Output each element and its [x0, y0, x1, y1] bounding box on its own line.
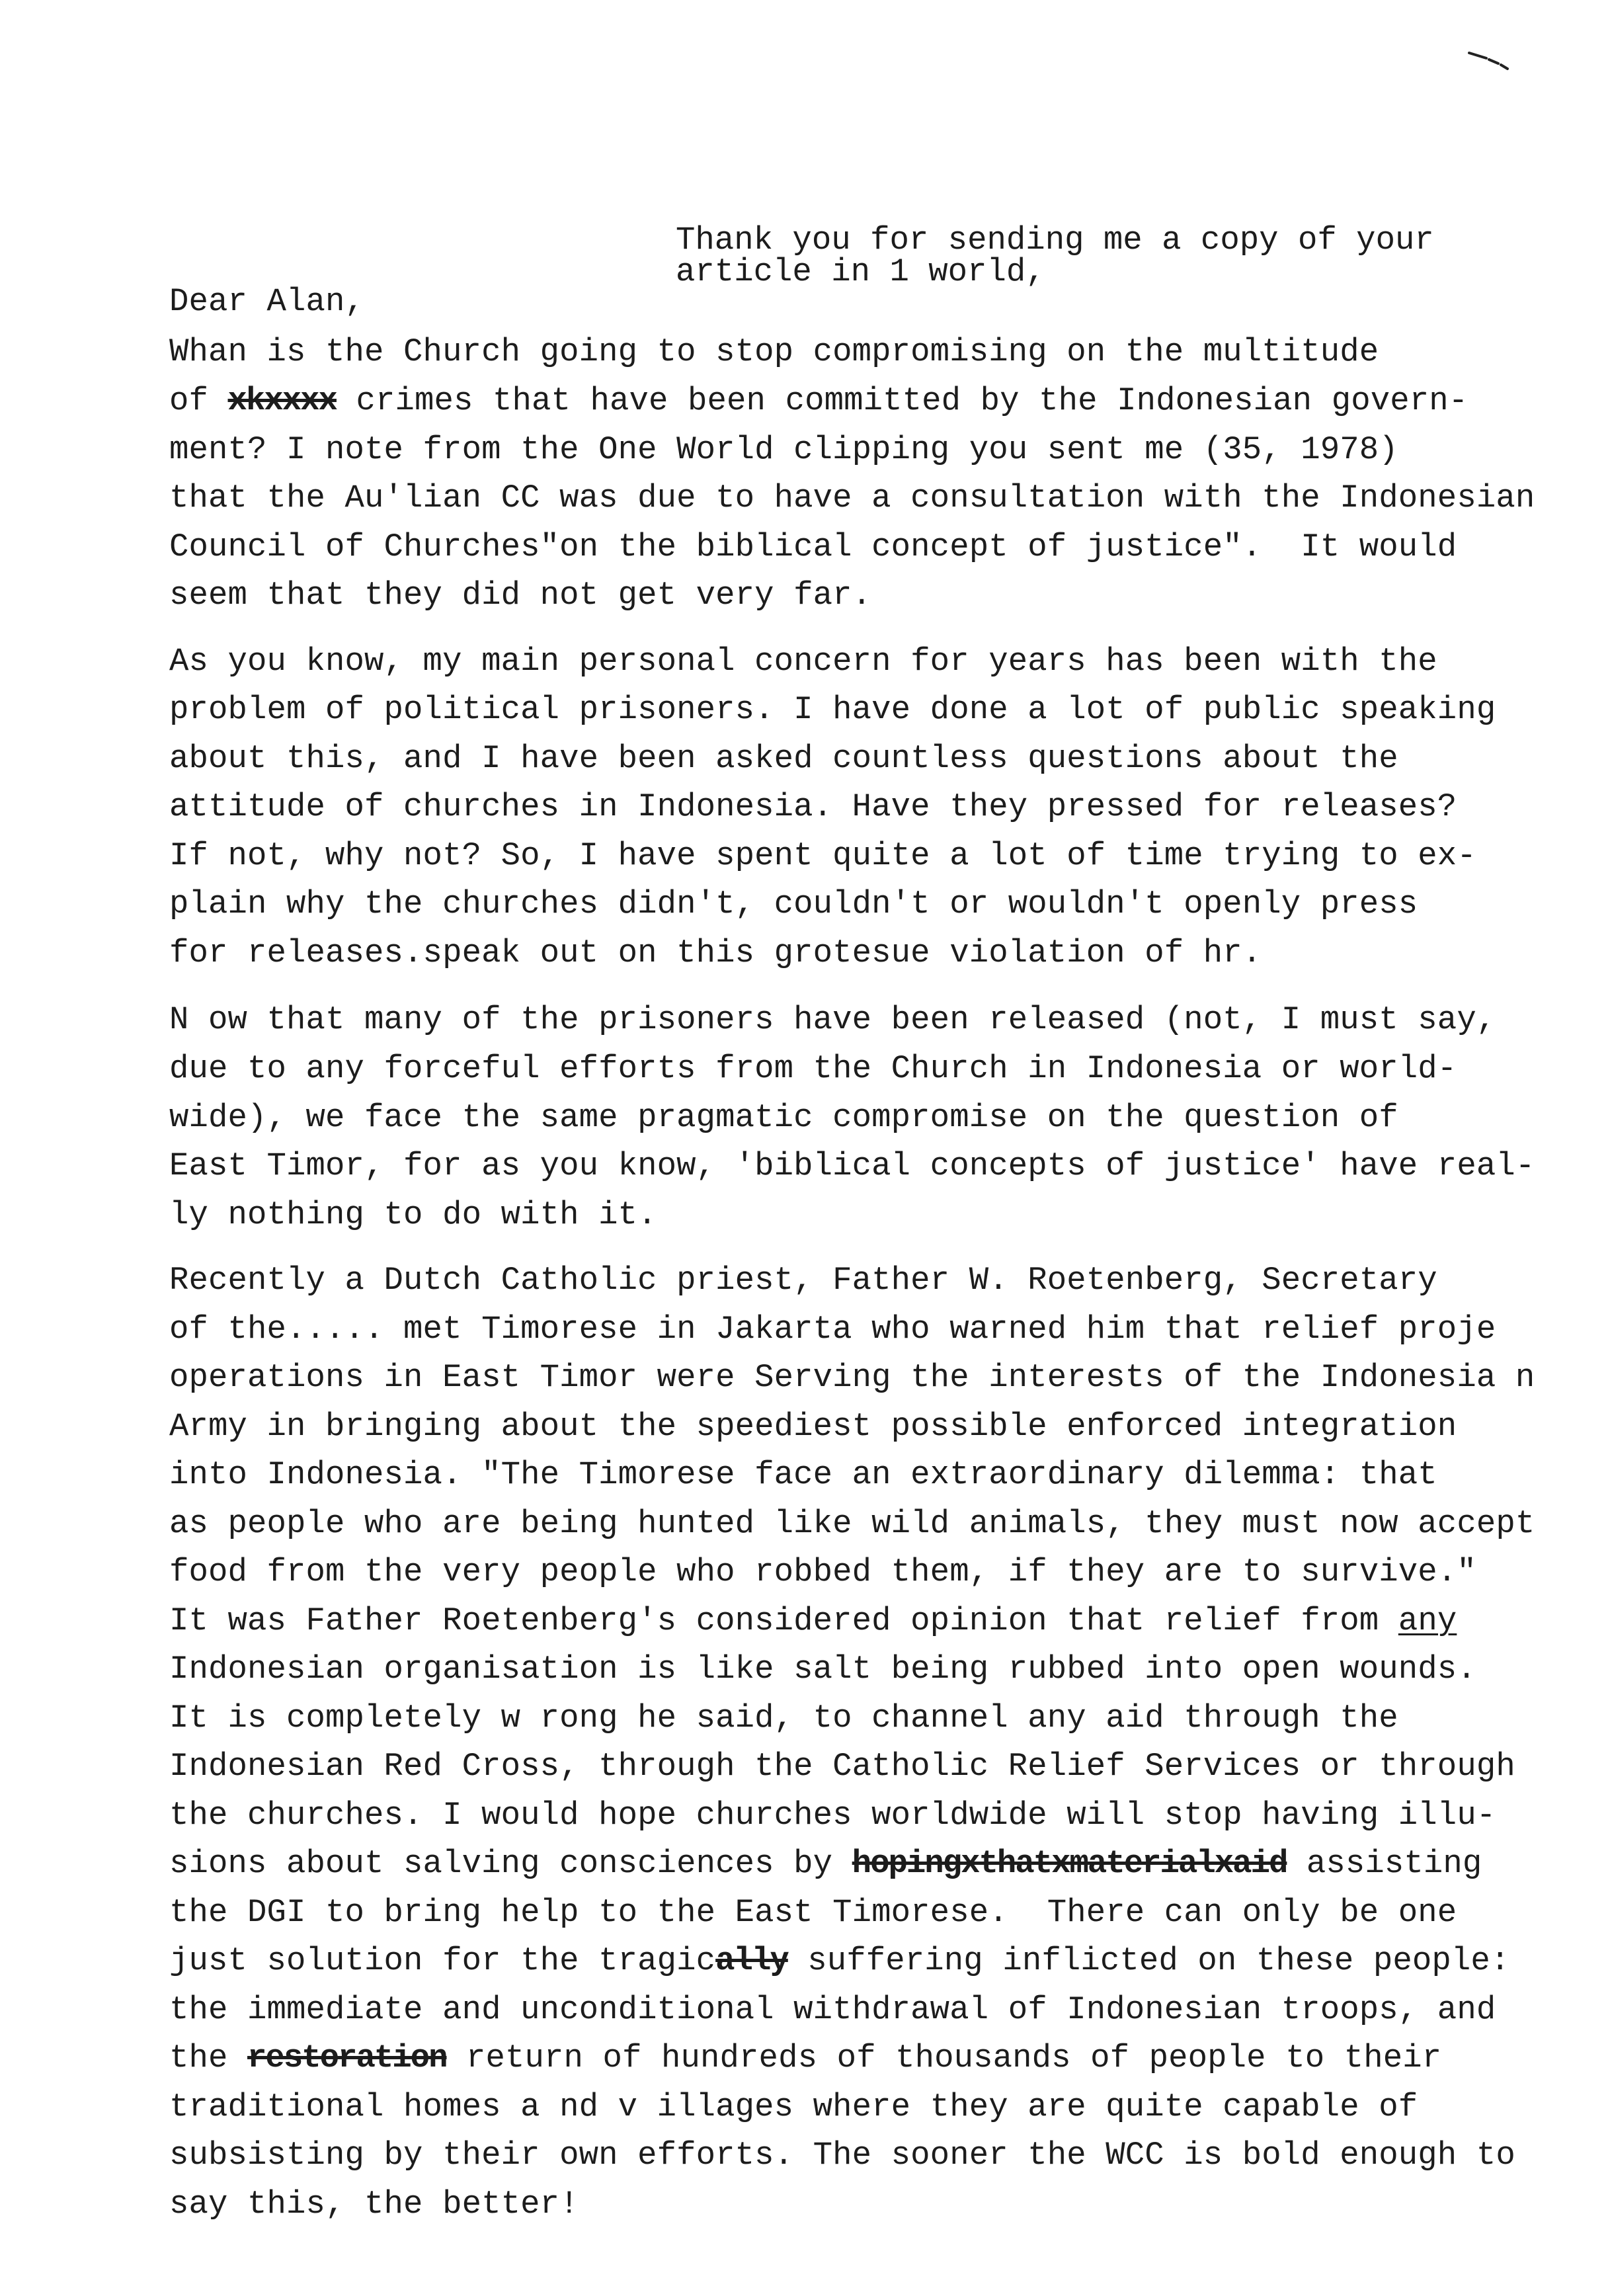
text-line: of xkxxxx crimes that have been committed by the Indonesian govern- [169, 382, 1468, 419]
text-line: the immediate and unconditional withdrawal of Indonesian troops, and [169, 1991, 1496, 2028]
text-line: It was Father Roetenberg's considered opinion that relief from any [169, 1602, 1457, 1639]
text-line: ment? I note from the One World clipping you sent me (35, 1978) [169, 431, 1398, 468]
text-line: of the..... met Timorese in Jakarta who warned him that relief proje [169, 1311, 1496, 1348]
text-line: It is completely w rong he said, to channel any aid through the [169, 1700, 1398, 1737]
text-line: As you know, my main personal concern for years has been with the [169, 643, 1437, 680]
struck-word: hopingxthatxmaterialxaid [852, 1845, 1287, 1882]
text-line: subsisting by their own efforts. The sooner the WCC is bold enough to [169, 2137, 1515, 2174]
text-line: Council of Churches"on the biblical concept of justice". It would [169, 528, 1457, 565]
text-line: problem of political prisoners. I have done a lot of public speaking [169, 691, 1496, 728]
text-line: ly nothing to do with it. [169, 1196, 657, 1233]
text-line: for releases.speak out on this grotesue violation of hr. [169, 934, 1262, 971]
note-line-2: article in 1 world, [676, 253, 1045, 290]
text-line: Recently a Dutch Catholic priest, Father W. Roetenberg, Secretary [169, 1262, 1437, 1299]
struck-word: ally [715, 1942, 788, 1979]
text-line: that the Au'lian CC was due to have a consultation with the Indonesian [169, 479, 1535, 516]
text-line: wide), we face the same pragmatic compromise on the question of [169, 1099, 1398, 1136]
pen-mark [1467, 48, 1513, 74]
text-line: Army in bringing about the speediest possible enforced integration [169, 1408, 1457, 1445]
text-line: say this, the better! [169, 2186, 579, 2223]
text-line: operations in East Timor were Serving the interests of the Indonesia n [169, 1359, 1535, 1396]
text-line: just solution for the tragically suffering inflicted on these people: [169, 1942, 1510, 1979]
text-line: as people who are being hunted like wild animals, they must now accept [169, 1505, 1535, 1542]
text-line: Indonesian organisation is like salt being rubbed into open wounds. [169, 1651, 1476, 1688]
text-line: sions about salving consciences by hopingxthatxmaterialxaid assisting [169, 1845, 1482, 1882]
text-line: East Timor, for as you know, 'biblical concepts of justice' have real- [169, 1147, 1535, 1184]
note-line-1: Thank you for sending me a copy of your [676, 222, 1434, 259]
struck-word: xkxxxx [227, 382, 337, 419]
struck-word: restoration [247, 2039, 447, 2076]
text-line: the restoration return of hundreds of thousands of people to their [169, 2039, 1442, 2076]
text-line: into Indonesia. "The Timorese face an extraordinary dilemma: that [169, 1456, 1437, 1493]
text-line: about this, and I have been asked countless questions about the [169, 740, 1398, 777]
text-line: attitude of churches in Indonesia. Have they pressed for releases? [169, 788, 1457, 825]
text-line: the churches. I would hope churches worldwide will stop having illu- [169, 1797, 1496, 1834]
salutation: Dear Alan, [169, 283, 365, 320]
text-line: Indonesian Red Cross, through the Catholic Relief Services or through [169, 1748, 1515, 1785]
text-line: food from the very people who robbed them, if they are to survive." [169, 1553, 1476, 1590]
text-line: plain why the churches didn't, couldn't or wouldn't openly press [169, 885, 1418, 922]
text-line: If not, why not? So, I have spent quite a lot of time trying to ex- [169, 837, 1476, 874]
text-line: Whan is the Church going to stop compromising on the multitude [169, 333, 1379, 370]
text-line: traditional homes a nd v illages where they are quite capable of [169, 2088, 1418, 2125]
text-line: the DGI to bring help to the East Timorese. There can only be one [169, 1894, 1457, 1931]
underlined-word: any [1398, 1602, 1457, 1639]
text-line: N ow that many of the prisoners have been released (not, I must say, [169, 1001, 1496, 1038]
text-line: seem that they did not get very far. [169, 577, 872, 614]
text-line: due to any forceful efforts from the Church in Indonesia or world- [169, 1050, 1457, 1087]
